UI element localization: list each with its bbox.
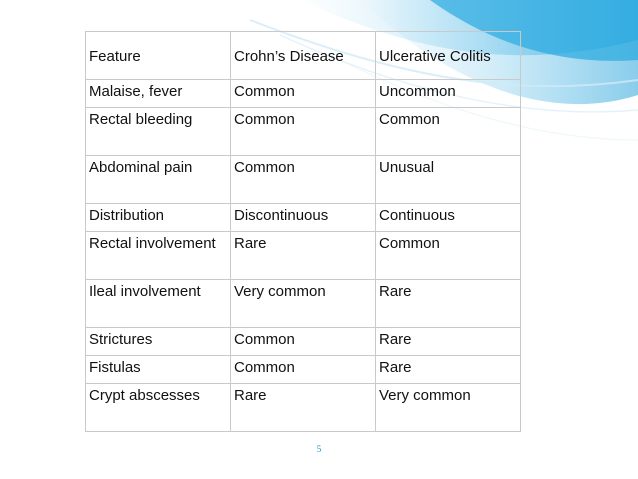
table-row bbox=[86, 384, 521, 432]
table-cell: Unusual bbox=[376, 156, 521, 204]
table-cell: Discontinuous bbox=[231, 204, 376, 232]
page-number: 5 bbox=[316, 444, 322, 454]
table-cell: Common bbox=[376, 108, 521, 156]
table-row bbox=[86, 80, 521, 108]
table-cell: Malaise, fever bbox=[86, 80, 231, 108]
table-cell: Very common bbox=[376, 384, 521, 432]
column-header: Crohn’s Disease bbox=[231, 32, 376, 80]
table-row bbox=[86, 328, 521, 356]
table-cell: Uncommon bbox=[376, 80, 521, 108]
table-cell: Common bbox=[231, 108, 376, 156]
table-cell: Strictures bbox=[86, 328, 231, 356]
table-row bbox=[86, 156, 521, 204]
column-header: Feature bbox=[86, 32, 231, 80]
table-row bbox=[86, 232, 521, 280]
table-cell: Rare bbox=[231, 384, 376, 432]
table-row bbox=[86, 108, 521, 156]
table-row bbox=[86, 356, 521, 384]
table-cell: Fistulas bbox=[86, 356, 231, 384]
table-cell: Rectal bleeding bbox=[86, 108, 231, 156]
table-cell: Rare bbox=[231, 232, 376, 280]
table-cell: Common bbox=[231, 356, 376, 384]
table-header-row bbox=[86, 32, 521, 80]
table-cell: Continuous bbox=[376, 204, 521, 232]
table-cell: Abdominal pain bbox=[86, 156, 231, 204]
table-cell: Common bbox=[231, 80, 376, 108]
table-cell: Ileal involvement bbox=[86, 280, 231, 328]
table-cell: Common bbox=[376, 232, 521, 280]
table-cell: Rare bbox=[376, 356, 521, 384]
table-cell: Rare bbox=[376, 328, 521, 356]
column-header: Ulcerative Colitis bbox=[376, 32, 521, 80]
table-cell: Distribution bbox=[86, 204, 231, 232]
table-cell: Rare bbox=[376, 280, 521, 328]
table-cell: Crypt abscesses bbox=[86, 384, 231, 432]
table-cell: Common bbox=[231, 156, 376, 204]
table-row bbox=[86, 204, 521, 232]
table-cell: Rectal involvement bbox=[86, 232, 231, 280]
table-row bbox=[86, 280, 521, 328]
table-cell: Very common bbox=[231, 280, 376, 328]
comparison-table bbox=[85, 31, 521, 432]
table-cell: Common bbox=[231, 328, 376, 356]
